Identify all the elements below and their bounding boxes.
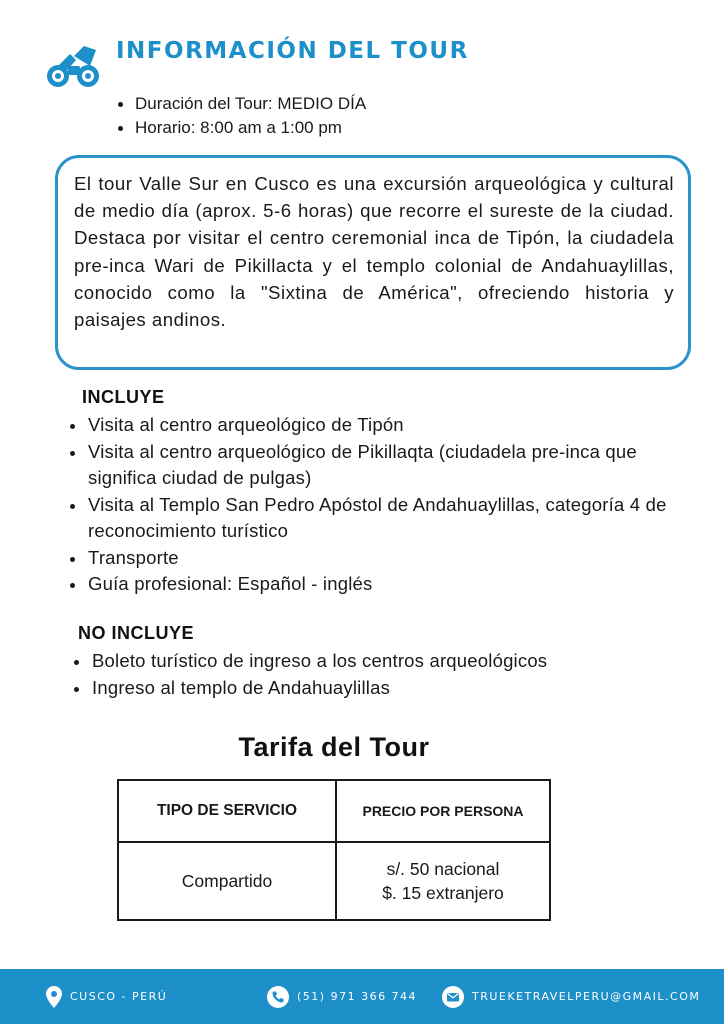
tarifa-table [117,779,551,921]
table-row [118,842,550,920]
list-item: Guía profesional: Español - inglés [70,571,690,598]
info-duration: Duración del Tour: MEDIO DÍA [118,92,366,116]
tarifa-title: Tarifa del Tour [238,732,430,762]
footer-email-text[interactable]: TRUEKETRAVELPERU@GMAIL.COM [472,990,701,1003]
section-header [44,38,684,88]
page-title: INFORMACIÓN DEL TOUR [116,38,469,64]
footer-email [442,969,700,1024]
column-header: PRECIO POR PERSONA [336,780,550,842]
phone-icon [267,986,289,1008]
description-text: El tour Valle Sur en Cusco es una excursión arqueológica y cultural de medio día (aprox. 5-6 horas) que recorre el sureste de la ciudad. Destaca por visitar el centro ceremonial inca de Tipón, la ciudadela pre-inca Wari de Pikillacta y el templo colonial de Andahuaylillas, conocido como la "Sixtina de América", ofreciendo historia y paisajes andinos. [74,173,674,331]
price-national: s/. 50 nacional [386,859,500,879]
price-cell [336,842,550,920]
footer-phone [267,969,417,1024]
footer-bar [0,969,724,1024]
envelope-icon [442,986,464,1008]
footer-phone-text[interactable]: (51) 971 366 744 [297,990,418,1003]
list-item: Boleto turístico de ingreso a los centros arqueológicos [74,648,694,675]
incluye-list [70,412,690,598]
description-box [55,155,691,370]
tour-info-list [118,92,366,140]
info-schedule: Horario: 8:00 am a 1:00 pm [118,116,366,140]
incluye-heading: INCLUYE [82,387,165,407]
service-type-cell: Compartido [118,842,336,920]
location-pin-icon [46,986,62,1008]
list-item: Transporte [70,545,690,572]
column-header: TIPO DE SERVICIO [118,780,336,842]
list-item: Visita al Templo San Pedro Apóstol de Andahuaylillas, categoría 4 de reconocimiento turístico [70,492,690,545]
no-incluye-list [74,648,694,701]
no-incluye-heading: NO INCLUYE [78,623,195,643]
footer-location [46,969,167,1024]
list-item: Visita al centro arqueológico de Tipón [70,412,690,439]
list-item: Ingreso al templo de Andahuaylillas [74,675,694,702]
binoculars-icon [44,42,106,88]
price-foreign: $. 15 extranjero [382,883,504,903]
footer-location-text: CUSCO - PERÚ [70,990,168,1003]
table-header-row [118,780,550,842]
list-item: Visita al centro arqueológico de Pikillaqta (ciudadela pre-inca que significa ciudad de pulgas) [70,439,690,492]
